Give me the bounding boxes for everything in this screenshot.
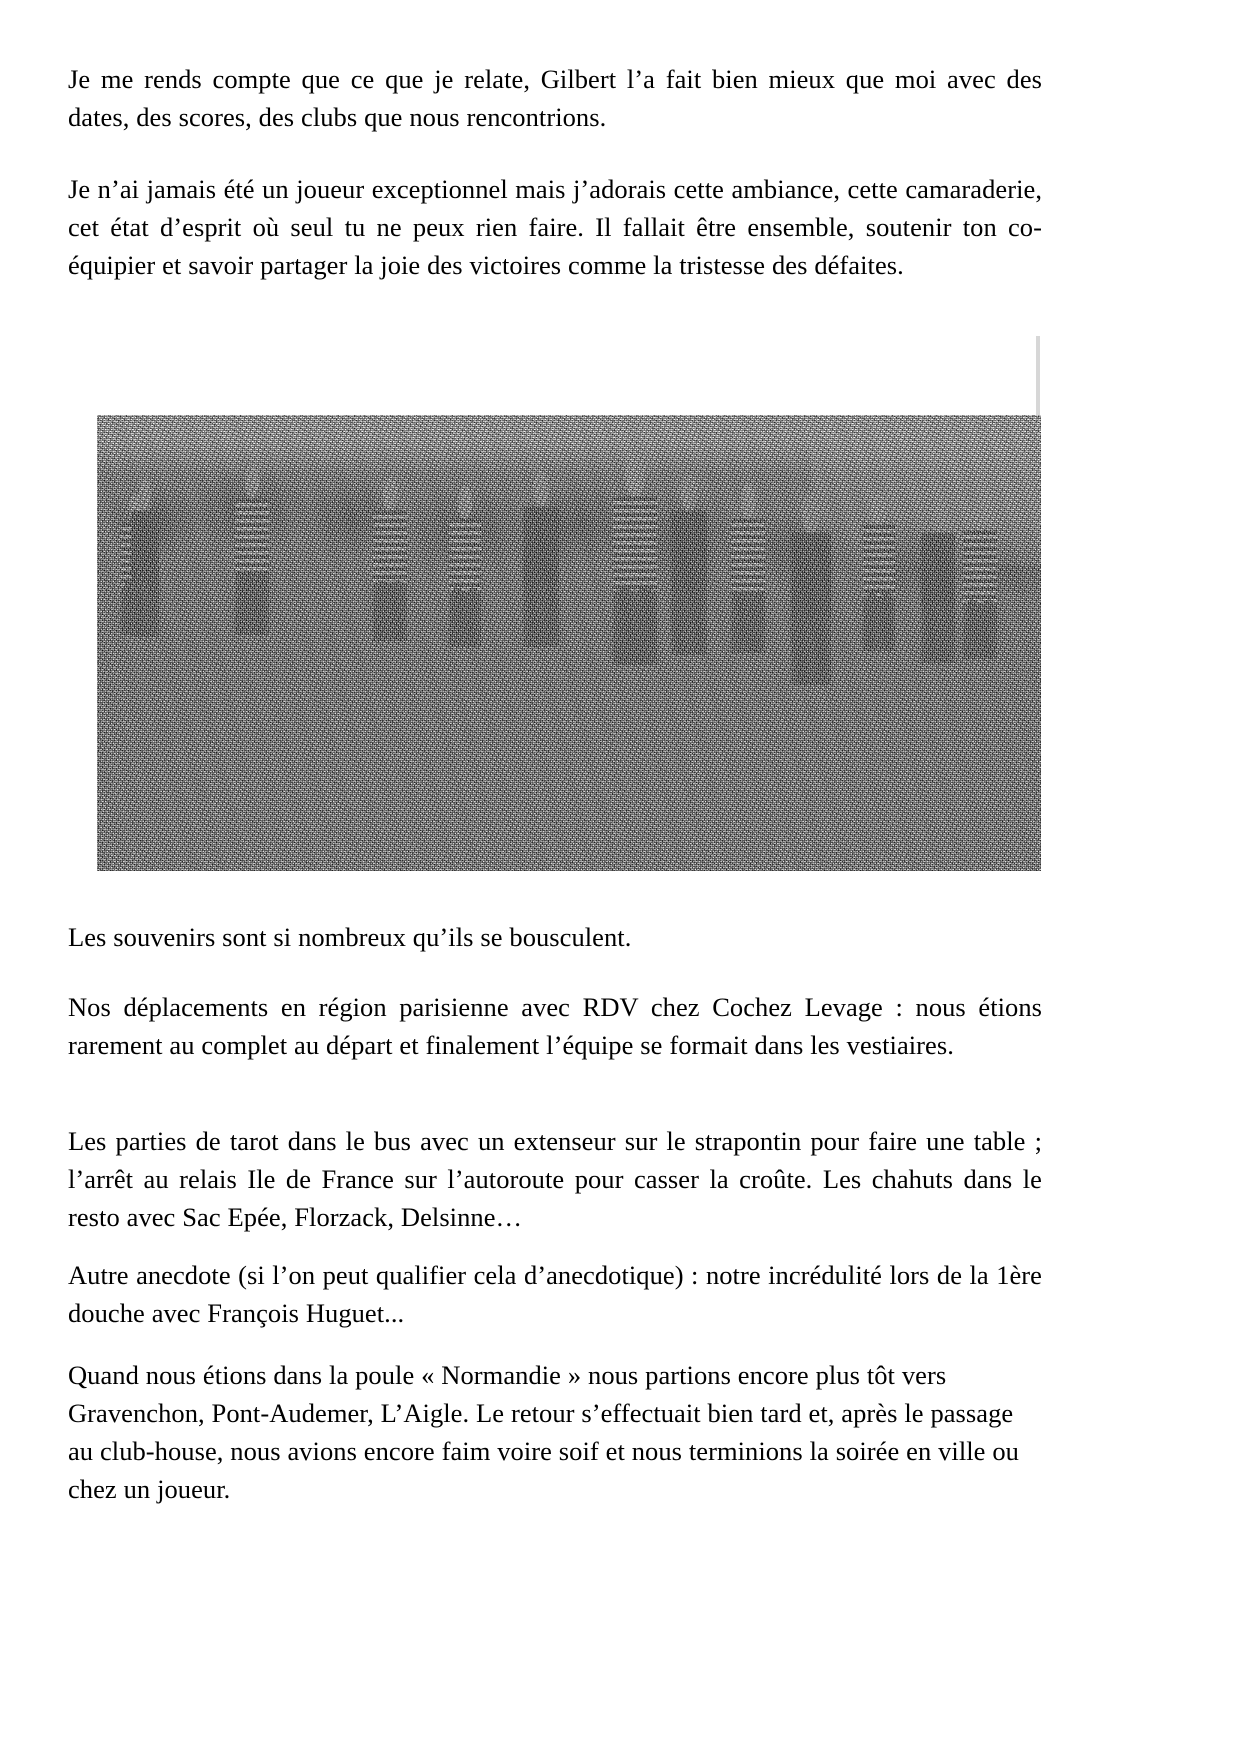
photo-scan-grain — [97, 415, 1041, 871]
scan-artifact-strip — [1036, 336, 1040, 416]
paragraph-1: Je me rends compte que ce que je relate, Gilbert l’a fait bien mieux que moi avec des dates, des scores, des clubs que nous rencontrions. — [68, 64, 1042, 132]
paragraph-3-block — [68, 918, 1042, 956]
paragraph-2: Je n’ai jamais été un joueur exceptionnel mais j’adorais cette ambiance, cette camaraderie, cet état d’esprit où seul tu ne peux rien faire. Il fallait être ensemble, soutenir ton co-équipier et savoir partager la joie des victoires comme la tristesse des défaites. — [68, 174, 1042, 280]
paragraph-5-block — [68, 1122, 1042, 1236]
paragraph-spacer — [68, 136, 1042, 170]
paragraph-4-block — [68, 988, 1042, 1064]
rugby-match-photo — [97, 415, 1041, 871]
text-block-upper — [68, 60, 1042, 284]
paragraph-4: Nos déplacements en région parisienne avec RDV chez Cochez Levage : nous étions rarement au complet au départ et finalement l’équipe se formait dans les vestiaires. — [68, 992, 1042, 1060]
photo-canvas — [97, 415, 1041, 871]
paragraph-7: Quand nous étions dans la poule « Normandie » nous partions encore plus tôt vers Gravenchon, Pont-Audemer, L’Aigle. Le retour s’effectuait bien tard et, après le passage au club-house, nous avions encore faim voire soif et nous terminions la soirée en ville ou chez un joueur. — [68, 1360, 1019, 1504]
paragraph-7-block — [68, 1356, 1042, 1508]
paragraph-6-block — [68, 1256, 1042, 1332]
paragraph-6: Autre anecdote (si l’on peut qualifier cela d’anecdotique) : notre incrédulité lors de la 1ère douche avec François Huguet... — [68, 1260, 1042, 1328]
paragraph-5: Les parties de tarot dans le bus avec un extenseur sur le strapontin pour faire une table ; l’arrêt au relais Ile de France sur l’autoroute pour casser la croûte. Les chahuts dans le resto avec Sac Epée, Florzack, Delsinne… — [68, 1126, 1042, 1232]
paragraph-3: Les souvenirs sont si nombreux qu’ils se bousculent. — [68, 922, 632, 952]
